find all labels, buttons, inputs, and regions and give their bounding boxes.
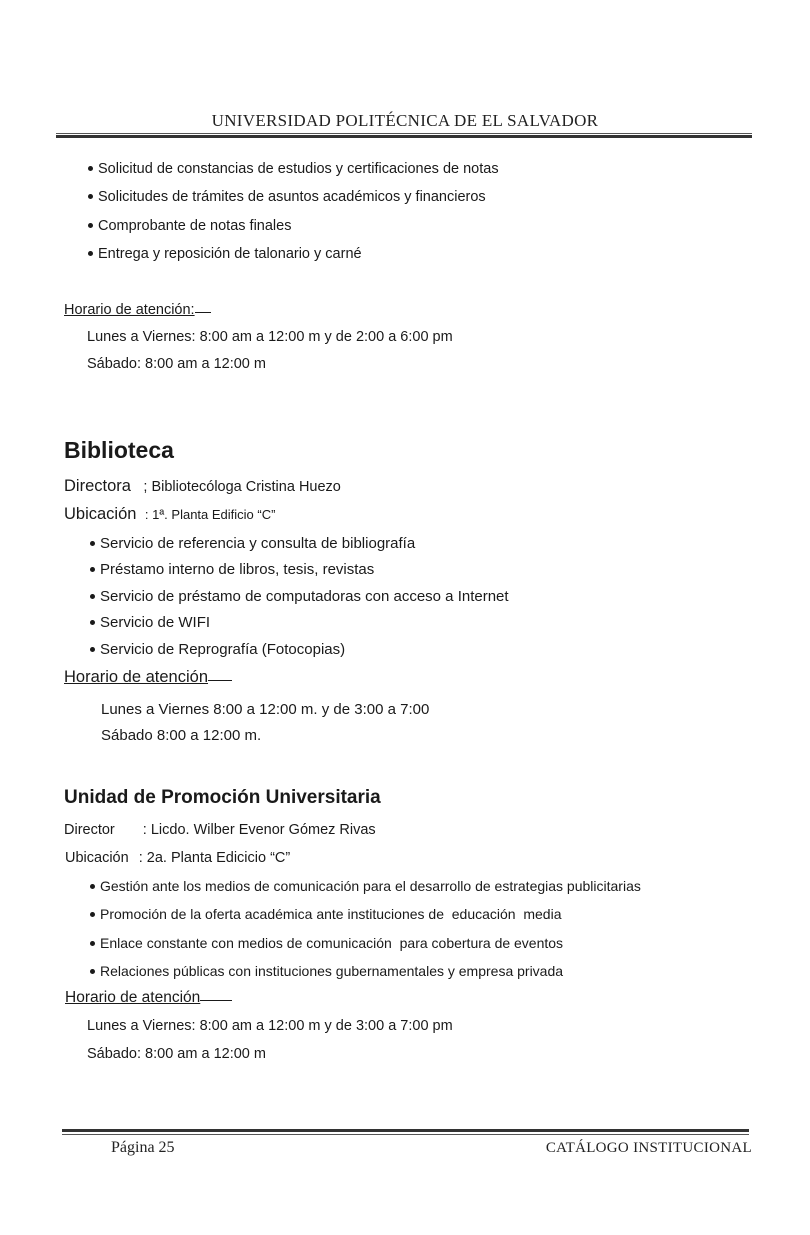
bullet-icon: [90, 941, 95, 946]
bullet-icon: [90, 620, 95, 625]
header-rule-thick: [56, 135, 752, 138]
bullet-icon: [90, 594, 95, 599]
director-row: [64, 477, 341, 496]
list-item: Enlace constante con medios de comunicación para cobertura de eventos: [90, 935, 563, 951]
location-value: : 2a. Planta Edicicio “C”: [138, 850, 291, 866]
location-row: [64, 505, 275, 524]
list-item: Servicio de WIFI: [90, 614, 210, 631]
bullet-icon: [88, 194, 93, 199]
schedule-line: Sábado 8:00 a 12:00 m.: [101, 727, 262, 744]
page-number: Página 25: [111, 1139, 175, 1156]
location-label: Ubicación: [64, 505, 137, 523]
location-row: [65, 850, 290, 866]
bullet-icon: [90, 912, 95, 917]
location-label: Ubicación: [65, 850, 129, 866]
bullet-icon: [88, 166, 93, 171]
list-item: Servicio de Reprografía (Fotocopias): [90, 641, 345, 658]
section-title-promocion: Unidad de Promoción Universitaria: [64, 787, 381, 808]
schedule-heading: Horario de atención: [64, 668, 232, 687]
director-row: [64, 822, 376, 838]
schedule-line: Lunes a Viernes 8:00 a 12:00 m. y de 3:00 a 7:00: [101, 701, 430, 718]
director-label: Directora: [64, 477, 131, 495]
footer-rule-thin: [62, 1134, 749, 1135]
list-item: Promoción de la oferta académica ante instituciones de educación media: [90, 906, 562, 922]
bullet-icon: [88, 223, 93, 228]
schedule-heading: Horario de atención: [65, 989, 232, 1007]
catalog-label: CATÁLOGO INSTITUCIONAL: [545, 1140, 752, 1156]
bullet-icon: [90, 567, 95, 572]
schedule-line: Lunes a Viernes: 8:00 am a 12:00 m y de 2:00 a 6:00 pm: [87, 329, 453, 345]
header-rule-thin: [56, 133, 752, 134]
footer-rule-thick: [62, 1129, 749, 1132]
bullet-icon: [90, 647, 95, 652]
list-item: Solicitudes de trámites de asuntos académicos y financieros: [88, 189, 486, 205]
list-item: Solicitud de constancias de estudios y certificaciones de notas: [88, 161, 499, 177]
list-item: Entrega y reposición de talonario y carné: [88, 246, 362, 262]
list-item: Servicio de préstamo de computadoras con acceso a Internet: [90, 588, 509, 605]
bullet-icon: [90, 969, 95, 974]
list-item: Relaciones públicas con instituciones gubernamentales y empresa privada: [90, 963, 563, 979]
schedule-line: Lunes a Viernes: 8:00 am a 12:00 m y de 3:00 a 7:00 pm: [87, 1018, 453, 1034]
director-label: Director: [64, 822, 115, 838]
bullet-icon: [88, 251, 93, 256]
director-value: : Licdo. Wilber Evenor Gómez Rivas: [142, 822, 376, 838]
page-header-title: UNIVERSIDAD POLITÉCNICA DE EL SALVADOR: [211, 111, 599, 130]
list-item: Servicio de referencia y consulta de bibliografía: [90, 535, 415, 552]
schedule-line: Sábado: 8:00 am a 12:00 m: [87, 1046, 266, 1062]
director-value: ; Bibliotecóloga Cristina Huezo: [143, 479, 341, 495]
bullet-icon: [90, 541, 95, 546]
list-item: Comprobante de notas finales: [88, 218, 291, 234]
schedule-heading: Horario de atención:: [64, 302, 211, 318]
section-title-biblioteca: Biblioteca: [64, 437, 174, 463]
list-item: Préstamo interno de libros, tesis, revistas: [90, 561, 374, 578]
bullet-icon: [90, 884, 95, 889]
location-value: : 1ª. Planta Edificio “C”: [144, 507, 276, 522]
list-item: Gestión ante los medios de comunicación para el desarrollo de estrategias publicitarias: [90, 878, 641, 894]
schedule-line: Sábado: 8:00 am a 12:00 m: [87, 356, 266, 372]
